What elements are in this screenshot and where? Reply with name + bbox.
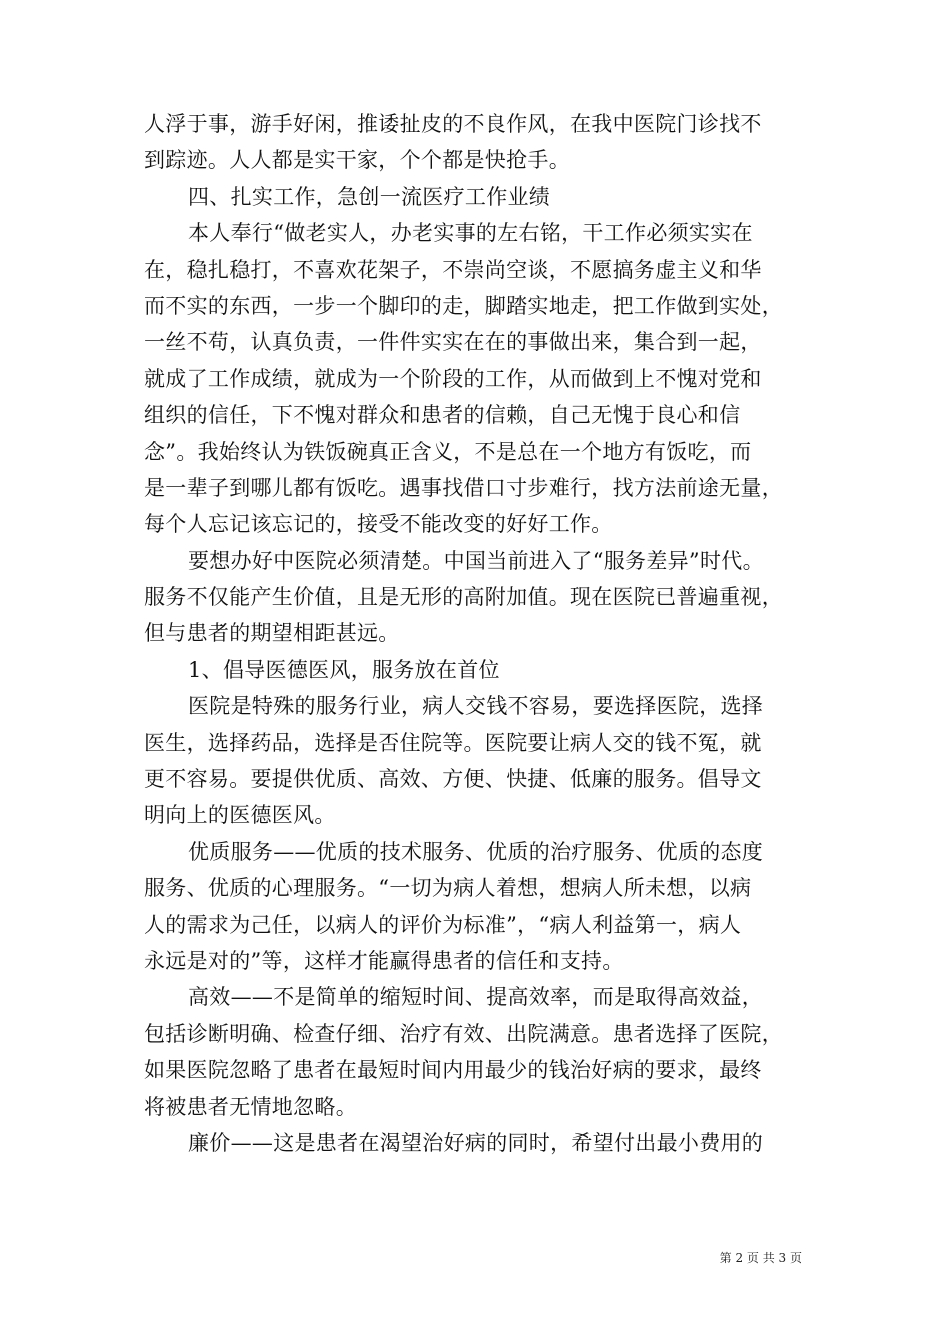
- text-line: 在，稳扎稳打，不喜欢花架子，不崇尚空谈，不愿搞务虚主义和华: [144, 257, 762, 282]
- text-line: 是一辈子到哪儿都有饭吃。遇事找借口寸步难行，找方法前途无量，: [144, 475, 783, 500]
- text-line: 人的需求为己任，以病人的评价为标准”，“病人利益第一，病人: [144, 912, 742, 937]
- text-line: 更不容易。要提供优质、高效、方便、快捷、低廉的服务。倡导文: [144, 767, 762, 792]
- text-line: 医生，选择药品，选择是否住院等。医院要让病人交的钱不冤，就: [144, 730, 762, 755]
- text-line: 要想办好中医院必须清楚。中国当前进入了“服务差异”时代。: [188, 548, 764, 573]
- text-line: 念”。我始终认为铁饭碗真正含义，不是总在一个地方有饭吃，而: [144, 439, 752, 464]
- text-line: 包括诊断明确、检查仔细、治疗有效、出院满意。患者选择了医院，: [144, 1021, 783, 1046]
- text-line: 就成了工作成绩，就成为一个阶段的工作，从而做到上不愧对党和: [144, 366, 762, 391]
- text-line: 廉价——这是患者在渴望治好病的同时，希望付出最小费用的: [188, 1130, 764, 1155]
- text-line: 到踪迹。人人都是实干家，个个都是快抢手。: [144, 148, 570, 173]
- text-line: 服务、优质的心理服务。“一切为病人着想，想病人所未想，以病: [144, 876, 752, 901]
- text-line: 而不实的东西，一步一个脚印的走，脚踏实地走，把工作做到实处，: [144, 293, 783, 318]
- text-line: 但与患者的期望相距甚远。: [144, 621, 400, 646]
- text-line: 组织的信任，下不愧对群众和患者的信赖，自己无愧于良心和信: [144, 403, 741, 428]
- text-line: 一丝不苟，认真负责，一件件实实在在的事做出来，集合到一起，: [144, 330, 762, 355]
- text-line: 将被患者无情地忽略。: [144, 1094, 357, 1119]
- text-line: 人浮于事，游手好闲，推诿扯皮的不良作风，在我中医院门诊找不: [144, 112, 762, 136]
- text-line: 明向上的医德医风。: [144, 803, 336, 828]
- page-number-footer: 第 2 页 共 3 页: [719, 1251, 802, 1265]
- text-line: 每个人忘记该忘记的，接受不能改变的好好工作。: [144, 512, 613, 537]
- text-line: 本人奉行“做老实人，办老实事的左右铭，干工作必须实实在: [188, 221, 753, 246]
- text-line: 医院是特殊的服务行业，病人交钱不容易，要选择医院，选择: [188, 694, 764, 719]
- body-text: [144, 106, 844, 1161]
- subsection-heading: 1、倡导医德医风，服务放在首位: [188, 657, 500, 682]
- text-line: 服务不仅能产生价值，且是无形的高附加值。现在医院已普遍重视，: [144, 585, 783, 610]
- text-line: 如果医院忽略了患者在最短时间内用最少的钱治好病的要求，最终: [144, 1058, 762, 1083]
- text-line: 永远是对的”等，这样才能赢得患者的信任和支持。: [144, 948, 624, 973]
- section-heading: 四、扎实工作，急创一流医疗工作业绩: [188, 184, 551, 209]
- text-line: 优质服务——优质的技术服务、优质的治疗服务、优质的态度: [188, 839, 764, 864]
- text-line: 高效——不是简单的缩短时间、提高效率，而是取得高效益，: [188, 985, 764, 1010]
